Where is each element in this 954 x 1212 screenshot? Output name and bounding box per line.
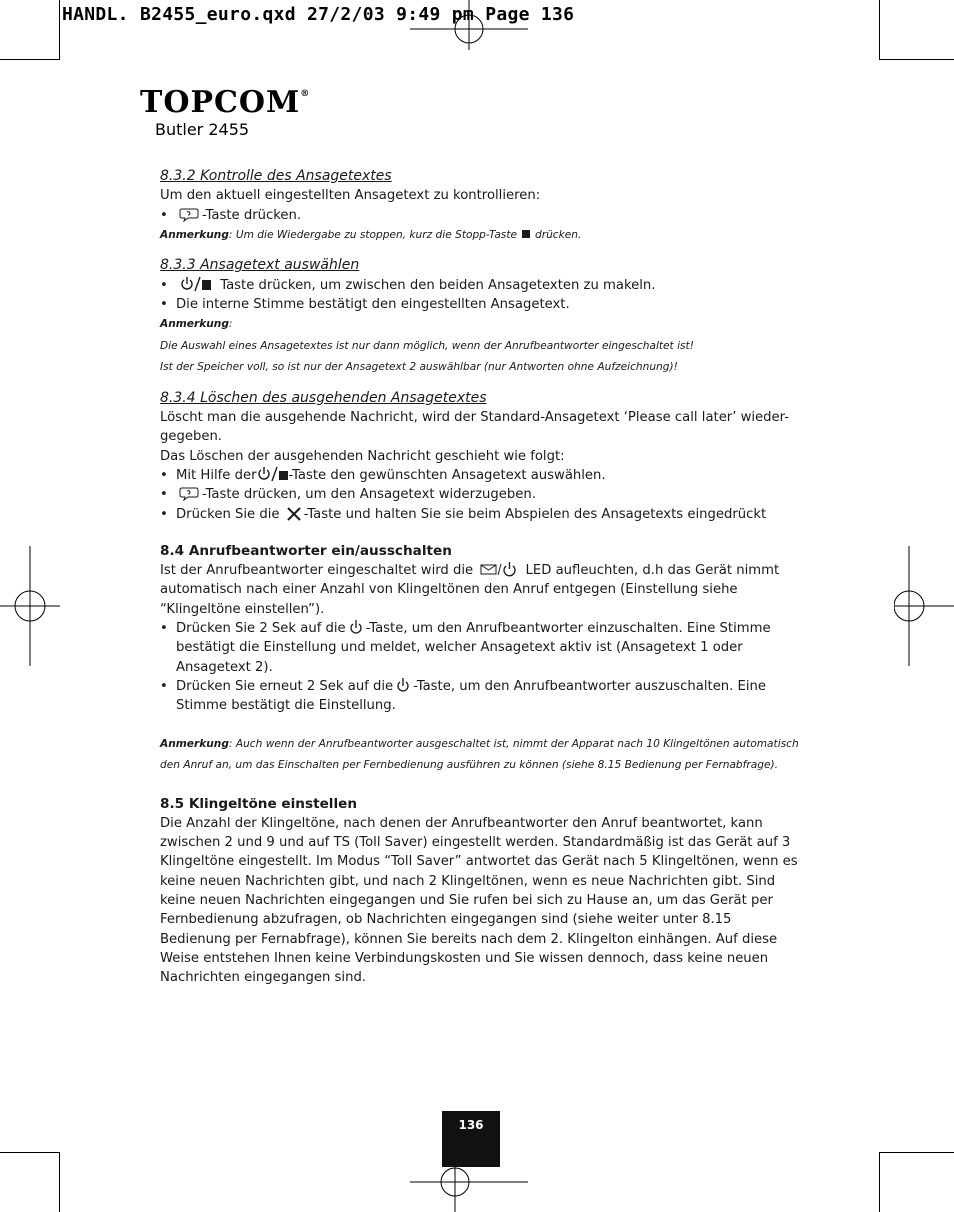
paragraph bbox=[160, 561, 800, 619]
note-text: : Um die Wiedergabe zu stoppen, kurz die Stopp-Taste bbox=[228, 228, 517, 241]
section-heading-85: 8.5 Klingeltöne einstellen bbox=[160, 795, 358, 812]
paragraph-text: Ist der Anrufbeantworter eingeschaltet wird die bbox=[160, 563, 474, 579]
crop-mark bbox=[880, 59, 954, 60]
list-item-text: Drücken Sie die bbox=[176, 506, 280, 522]
power-stop-icon bbox=[179, 276, 213, 292]
crop-mark bbox=[880, 1152, 954, 1153]
list-item-text: -Taste, um den Anrufbeantworter einzuschalten. Eine Stimme bestätigt die Einstellung und meldet, welcher Ansagetext aktiv ist (Ansagetext 1 oder Ansagetext 2). bbox=[176, 621, 771, 675]
list-item: • Die interne Stimme bestätigt den eingestellten Ansagetext. bbox=[160, 295, 800, 314]
list-item bbox=[160, 619, 800, 677]
list-item-text: Mit Hilfe der bbox=[176, 467, 257, 483]
logo-text: TOPCOM bbox=[140, 85, 301, 120]
crop-mark bbox=[879, 1152, 880, 1212]
note-text: drücken. bbox=[535, 228, 582, 241]
page-number: 136 bbox=[442, 1111, 500, 1167]
stop-icon bbox=[522, 230, 530, 238]
speech-bubble-icon bbox=[179, 487, 199, 501]
section-heading-832: 8.3.2 Kontrolle des Ansagetextes bbox=[160, 168, 392, 184]
note bbox=[160, 734, 800, 777]
list-item-text: -Taste drücken. bbox=[202, 207, 302, 223]
note-label: Anmerkung bbox=[160, 737, 229, 750]
registration-mark-left bbox=[0, 546, 60, 666]
print-slug: HANDL. B2455_euro.qxd 27/2/03 9:49 pm Page 136 bbox=[62, 4, 575, 25]
list-item-text: -Taste drücken, um den Ansagetext widerzugeben. bbox=[202, 487, 536, 503]
note bbox=[160, 225, 800, 247]
crop-mark bbox=[0, 59, 60, 60]
paragraph: Löscht man die ausgehende Nachricht, wird der Standard-Ansagetext ‘Please call later’ wieder-gegeben. bbox=[160, 410, 789, 445]
crop-mark bbox=[879, 0, 880, 60]
power-icon bbox=[349, 619, 363, 635]
note-label: Anmerkung bbox=[160, 228, 229, 241]
bullet-list bbox=[160, 619, 800, 715]
note bbox=[160, 314, 800, 336]
bullet-list bbox=[160, 206, 800, 225]
section-heading-84: 8.4 Anrufbeantworter ein/ausschalten bbox=[160, 542, 452, 559]
section-heading-833: 8.3.3 Ansagetext auswählen bbox=[160, 257, 360, 274]
crop-mark bbox=[59, 1152, 60, 1212]
list-item-text: Drücken Sie erneut 2 Sek auf die bbox=[176, 678, 394, 694]
list-item-text: Taste drücken, um zwischen den beiden Ansagetexten zu makeln. bbox=[220, 277, 656, 293]
note-label: Anmerkung bbox=[160, 318, 229, 331]
list-item bbox=[160, 505, 800, 524]
list-item bbox=[160, 276, 800, 295]
page-content bbox=[160, 167, 800, 988]
bullet-list bbox=[160, 466, 800, 524]
registration-mark-right bbox=[894, 546, 954, 666]
delete-x-icon bbox=[287, 507, 301, 521]
paragraph-text: LED aufleuchten, d.h das Gerät nimmt automatisch nach einer Anzahl von Klingeltönen den Anruf entgegen (Einstellung siehe “Klingeltöne einstellen”). bbox=[160, 563, 780, 617]
bullet-list bbox=[160, 276, 800, 315]
envelope-power-icon bbox=[480, 561, 518, 577]
crop-mark bbox=[0, 1152, 60, 1153]
note-text: : Auch wenn der Anrufbeantworter ausgeschaltet ist, nimmt der Apparat nach 10 Klingeltönen automatisch den Anruf an, um das Einschalten per Fernbedienung ausführen zu können (siehe 8.15 Bedienung per Fernabfrage). bbox=[160, 737, 799, 772]
power-stop-icon bbox=[257, 466, 289, 482]
section-heading-834: 8.3.4 Löschen des ausgehenden Ansagetextes bbox=[160, 389, 487, 406]
topcom-logo: TOPCOM® bbox=[140, 85, 311, 120]
list-item bbox=[160, 206, 800, 225]
crop-mark bbox=[59, 0, 60, 60]
list-item bbox=[160, 677, 800, 716]
power-icon bbox=[396, 677, 410, 693]
note: Ist der Speicher voll, so ist nur der Ansagetext 2 auswählbar (nur Antworten ohne Aufzeichnung)! bbox=[160, 361, 678, 374]
list-item-text: -Taste den gewünschten Ansagetext auswählen. bbox=[288, 467, 606, 483]
note-colon: : bbox=[228, 318, 233, 331]
list-item bbox=[160, 466, 800, 485]
list-item-text: -Taste und halten Sie sie beim Abspielen des Ansagetexts eingedrückt bbox=[303, 506, 767, 522]
list-item-text: Drücken Sie 2 Sek auf die bbox=[176, 621, 346, 637]
speech-bubble-icon bbox=[179, 208, 199, 222]
note: Die Auswahl eines Ansagetextes ist nur dann möglich, wenn der Anrufbeantworter eingeschaltet ist! bbox=[160, 339, 694, 352]
model-name: Butler 2455 bbox=[155, 120, 250, 139]
paragraph: Um den aktuell eingestellten Ansagetext zu kontrollieren: bbox=[160, 188, 541, 204]
list-item bbox=[160, 485, 800, 504]
paragraph: Die Anzahl der Klingeltöne, nach denen der Anrufbeantworter den Anruf beantwortet, kann zwischen 2 und 9 und auf TS (Toll Saver) eingestellt werden. Standardmäßig ist das Gerät auf 3 Klingeltöne eingestellt. Im Modus “Toll Saver” antwortet das Gerät nach 5 Klingeltönen, wenn es keine neuen Nachrichten gibt, und nach 2 Klingeltönen, wenn es neue Nachrichten gibt. Sind keine neuen Nachrichten eingegangen und Sie rufen bei sich zu Hause an, um das Gerät per Fernbedienung abzufragen, ob Nachrichten eingegangen sind (siehe weiter unter 8.15 Bedienung per Fernabfrage), können Sie bereits nach dem 2. Klingelton einhängen. Auf diese Weise entstehen Ihnen keine Verbindungskosten und Sie wissen dennoch, dass keine neuen Nachrichten eingegangen sind. bbox=[160, 815, 798, 986]
paragraph: Das Löschen der ausgehenden Nachricht geschieht wie folgt: bbox=[160, 448, 565, 464]
list-item-text: -Taste, um den Anrufbeantworter auszuschalten. Eine Stimme bestätigt die Einstellung. bbox=[176, 678, 767, 714]
